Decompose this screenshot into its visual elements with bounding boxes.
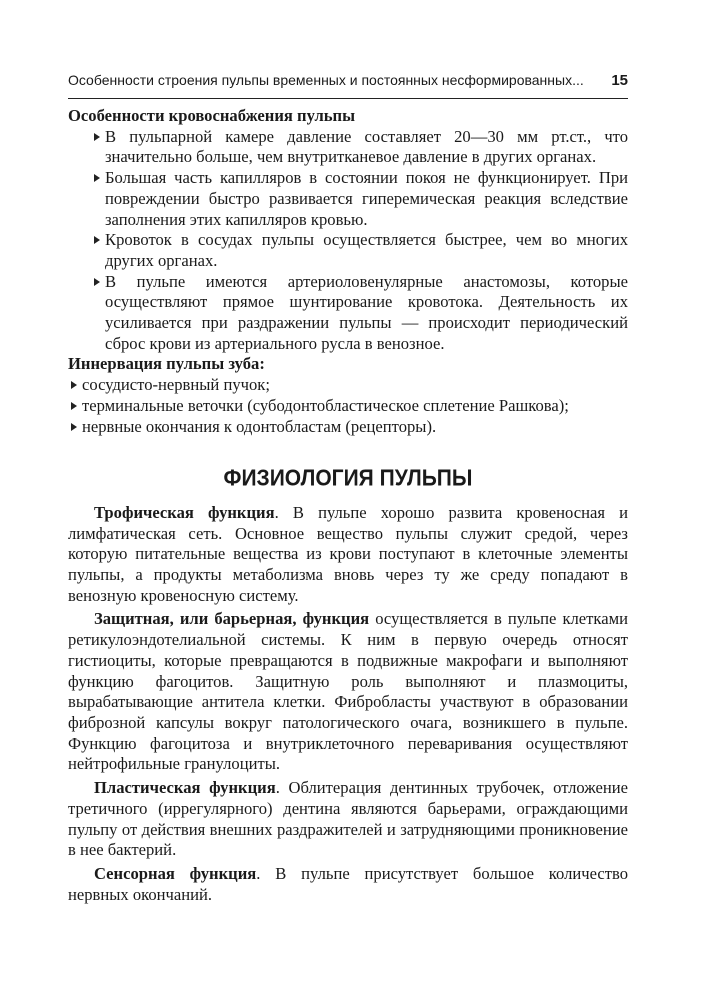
section-title: ФИЗИОЛОГИЯ ПУЛЬПЫ <box>223 465 473 492</box>
paragraph-term: Сенсорная функция <box>94 863 257 883</box>
list-item: В пульпе имеются артериоловенулярные анастомозы, которые осуществляют прямое шунтирование кровотока. Деятельность их усиливается при раздражении пульпы — происходит периодический сброс крови из артериального русла в венозное. <box>68 272 628 355</box>
list-item: терминальные веточки (субодонтобластическое сплетение Рашкова); <box>68 396 628 417</box>
paragraph-term: Трофическая функция <box>94 502 275 522</box>
plastic-function-paragraph <box>68 778 628 861</box>
list-item: Кровоток в сосудах пульпы осуществляется быстрее, чем во многих других органах. <box>68 230 628 271</box>
paragraph-text: . В пульпе присутствует большое количество нервных окончаний. <box>68 863 628 904</box>
running-title: Особенности строения пульпы временных и постоянных несформированных... <box>68 72 584 88</box>
blood-supply-list <box>68 127 628 355</box>
header-rule <box>68 98 628 99</box>
paragraph-text: . В пульпе хорошо развита кровеносная и лимфатическая сеть. Основное вещество пульпы служит средой, через которую питательные вещества из крови поступают в клеточные элементы пульпы, а продукты метаболизма вновь через ту же среду попадают в венозную кровеносную систему. <box>68 502 628 605</box>
running-header <box>68 71 628 90</box>
page-content <box>68 106 628 905</box>
paragraph-text: осуществляется в пульпе клетками ретикулоэндотелиальной системы. К ним в первую очередь относят гистиоциты, которые превращаются в подвижные макрофаги и выполняют функцию фагоцитов. Защитную роль выполняют и плазмоциты, вырабатывающие антитела клетки. Фибробласты участвуют в образовании фиброзной капсулы вокруг патологического очага, возникшего в пульпе. Функцию фагоцитоза и внутриклеточного переваривания осуществляют нейтрофильные гранулоциты. <box>68 609 628 774</box>
paragraph-term: Пластическая функция <box>94 778 276 798</box>
paragraph-text: . Облитерация дентинных трубочек, отложение третичного (иррегулярного) дентина являются барьерами, ограждающими пульпу от действия внешних раздражителей и затрудняющими проникновение в нее бактерий. <box>68 778 628 860</box>
list-item: Большая часть капилляров в состоянии покоя не функционирует. При повреждении быстро развивается гиперемическая реакция вследствие заполнения этих капилляров кровью. <box>68 168 628 230</box>
paragraph-term: Защитная, или барьерная, функция <box>94 609 370 629</box>
list-item: В пульпарной камере давление составляет 20—30 мм рт.ст., что значительно больше, чем внутритканевое давление в других органах. <box>68 127 628 168</box>
sensory-function-paragraph <box>68 864 628 905</box>
trophic-function-paragraph <box>68 503 628 607</box>
protective-function-paragraph <box>68 609 628 775</box>
list-item: сосудисто-нервный пучок; <box>68 375 628 396</box>
innervation-list <box>68 375 628 437</box>
page-number: 15 <box>611 72 628 89</box>
list-item: нервные окончания к одонтобластам (рецепторы). <box>68 417 628 438</box>
blood-supply-heading: Особенности кровоснабжения пульпы <box>68 106 356 125</box>
innervation-heading: Иннервация пульпы зуба: <box>68 354 265 374</box>
